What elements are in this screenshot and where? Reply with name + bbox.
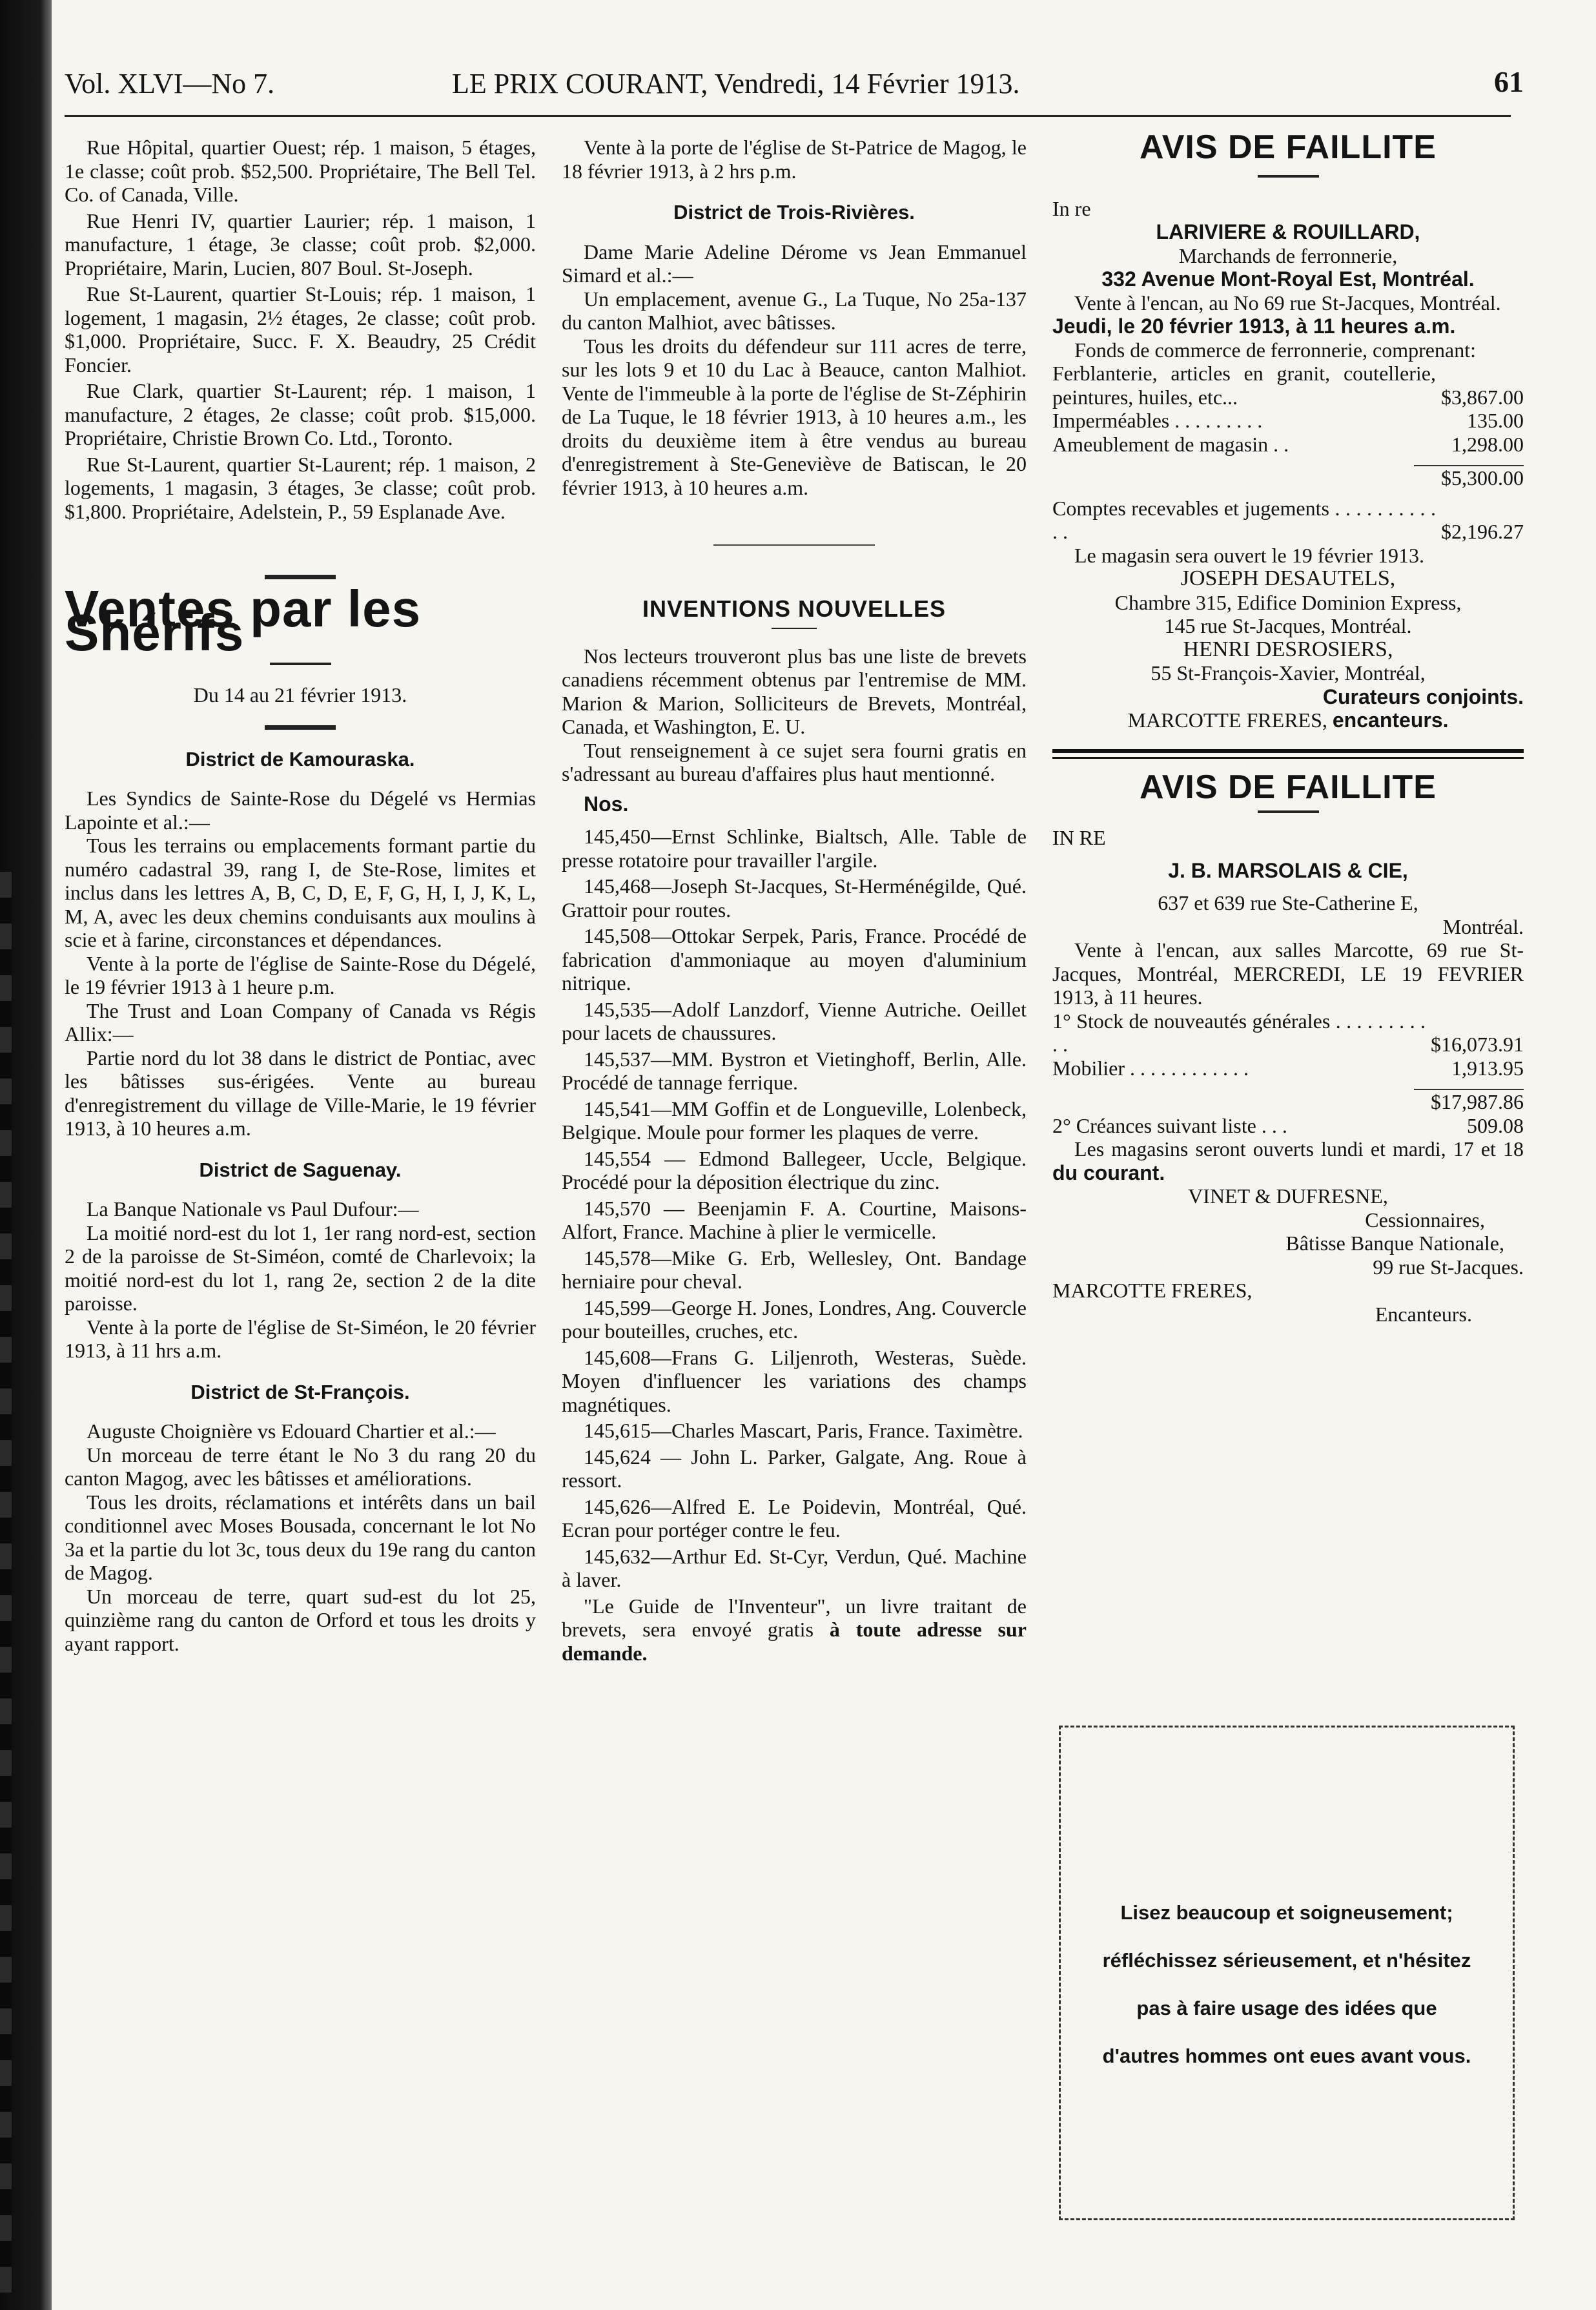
st-francois-paragraph: Tous les droits, réclamations et intérêts dans un bail conditionnel avec Moses Bousada, concernant le lot No 3a et la partie du lot 3c, tous deux du 19e rang du canton de Magog. — [65, 1490, 536, 1584]
advice-text — [1093, 1889, 1480, 2080]
invention-item: 145,554 — Edmond Ballegeer, Uccle, Belgique. Procédé pour la déposition électrique du zinc. — [562, 1146, 1027, 1193]
advice-line: Lisez beaucoup et soigneusement; — [1120, 1901, 1453, 1924]
inventions-closing — [562, 1594, 1027, 1665]
publication-title-date: LE PRIX COURANT, Vendredi, 14 Février 1913. — [452, 68, 1020, 99]
column-right — [1052, 129, 1524, 1326]
inventory-value: $3,867.00 — [1441, 385, 1524, 409]
invention-item: 145,537—MM. Bystron et Vietinghoff, Berlin, Alle. Procédé de tannage ferrique. — [562, 1047, 1027, 1094]
in-re-label: IN RE — [1052, 826, 1106, 849]
store-open-note: Le magasin sera ouvert le 19 février 1913. — [1074, 543, 1425, 567]
assignee-address: Bâtisse Banque Nationale, — [1285, 1232, 1504, 1255]
trois-rivieres-paragraph: Tous les droits du défendeur sur 111 acres de terre, sur les lots 9 et 10 du Lac à Beauce, canton Malhiot. Vente de l'immeuble à la porte de l'église de St-Zéphirin de La Tuque, le 18 février 1913, à 10 heures a.m., les droits du deuxième item à être vendus au bureau d'enregistrement à Ste-Geneviève de Batiscan, le 20 février 1913, à 10 heures a.m. — [562, 334, 1027, 499]
title-rule — [1258, 175, 1319, 178]
firm-name: J. B. MARSOLAIS & CIE, — [1168, 858, 1408, 882]
trois-rivieres-paragraph: Un emplacement, avenue G., La Tuque, No 25a-137 du canton Malhiot, avec bâtisses. — [562, 287, 1027, 334]
district-saguenay-heading: District de Saguenay. — [199, 1158, 402, 1181]
firm-address: 637 et 639 rue Ste-Catherine E, — [1158, 891, 1418, 914]
saguenay-paragraph: La moitié nord-est du lot 1, 1er rang nord-est, section 2 de la paroisse de St-Siméon, comté de Charlevoix; la moitié nord-est du lot 1, rang 2e, section 2 de la dite paroisse. — [65, 1221, 536, 1315]
inventory-subtotal: $17,987.86 — [1414, 1089, 1524, 1114]
permit-entry: Rue Henri IV, quartier Laurier; rép. 1 maison, 1 manufacture, 1 étage, 3e classe; coût prob. $2,000. Propriétaire, Marin, Lucien, 807 Boul. St-Joseph. — [65, 209, 536, 280]
volume-number: Vol. XLVI—No 7. — [65, 68, 275, 99]
notice-separator — [1052, 749, 1524, 759]
advice-line: d'autres hommes ont eues avant vous. — [1102, 2045, 1471, 2067]
firm-city: Montréal. — [1442, 914, 1524, 938]
inventory-line — [1052, 362, 1524, 409]
permit-entry: Rue Clark, quartier St-Laurent; rép. 1 maison, 1 manufacture, 2 étages, 2e classe; coût prob. $15,000. Propriétaire, Christie Brown Co. Ltd., Toronto. — [65, 379, 536, 449]
invention-item: 145,578—Mike G. Erb, Wellesley, Ont. Bandage herniaire pour cheval. — [562, 1246, 1027, 1293]
store-open-bold: du courant. — [1052, 1160, 1165, 1184]
invention-item: 145,615—Charles Mascart, Paris, France. Taximètre. — [584, 1419, 1023, 1442]
in-re-label: In re — [1052, 196, 1091, 220]
firm-trade: Marchands de ferronnerie, — [1178, 243, 1398, 267]
page-number: 61 — [1494, 65, 1524, 98]
column-left — [65, 136, 536, 1655]
invention-item: 145,632—Arthur Ed. St-Cyr, Verdun, Qué. Machine à laver. — [562, 1544, 1027, 1591]
fonds-description: Fonds de commerce de ferronnerie, comprenant: — [1074, 338, 1476, 362]
notice-title: AVIS DE FAILLITE — [1140, 768, 1437, 806]
kamouraska-paragraph: Les Syndics de Sainte-Rose du Dégelé vs Hermias Lapointe et al.:— — [65, 787, 536, 834]
advice-line: réfléchissez sérieusement, et n'hésitez pas à faire usage des idées que — [1102, 1949, 1471, 2019]
invention-item: 145,608—Frans G. Liljenroth, Westeras, Suède. Moyen d'influencer les variations des champs magnétiques. — [562, 1345, 1027, 1416]
sale-location: Vente à l'encan, aux salles Marcotte, 69 rue St-Jacques, Montréal, MERCREDI, LE 19 FEVRIER 1913, à 11 heures. — [1052, 938, 1524, 1009]
permit-entry: Rue St-Laurent, quartier St-Laurent; rép. 1 maison, 2 logements, 1 magasin, 3 étages, 3e classe; coût prob. $1,800. Propriétaire, Adelstein, P., 59 Esplanade Ave. — [65, 452, 536, 523]
sheriff-sales-title: Ventes par les Shérifs — [65, 580, 422, 661]
binding-marks — [0, 872, 12, 2293]
inventory-value: $16,073.91 — [1431, 1033, 1524, 1056]
trustee-address: 145 rue St-Jacques, Montréal. — [1164, 614, 1412, 637]
sheriff-sales-dates: Du 14 au 21 février 1913. — [193, 683, 407, 706]
district-st-francois-heading: District de St-François. — [190, 1380, 410, 1403]
inventions-closing-text: "Le Guide de l'Inventeur", un livre traitant de brevets, sera envoyé gratis — [562, 1594, 1027, 1641]
trustee-address: Chambre 315, Edifice Dominion Express, — [1114, 590, 1462, 614]
bankruptcy-notice-2 — [1052, 768, 1524, 1326]
invention-item: 145,508—Ottokar Serpek, Paris, France. Procédé de fabrication d'ammoniaque au moyen d'aluminium nitrique. — [562, 924, 1027, 995]
section-divider — [713, 544, 875, 546]
invention-item: 145,541—MM Goffin et de Longueville, Lolenbeck, Belgique. Moule pour former les plaques de verre. — [562, 1097, 1027, 1144]
inventory-subtotal: $5,300.00 — [1414, 465, 1524, 490]
page-header — [65, 59, 1524, 118]
dates-rule — [265, 725, 336, 730]
inventions-intro: Nos lecteurs trouveront plus bas une liste de brevets canadiens récemment obtenus par l'entremise de MM. Marion & Marion, Solliciteurs de Brevets, Montréal, Canada, et Washington, E. U. — [562, 644, 1027, 738]
receivables-line — [1052, 1114, 1524, 1138]
assignee-address: 99 rue St-Jacques. — [1373, 1255, 1524, 1279]
invention-item: 145,468—Joseph St-Jacques, St-Herménégilde, Qué. Grattoir pour routes. — [562, 874, 1027, 922]
invention-item: 145,599—George H. Jones, Londres, Ang. Couvercle pour bouteilles, cruches, etc. — [562, 1295, 1027, 1343]
permit-entry: Rue Hôpital, quartier Ouest; rép. 1 maison, 5 étages, 1e classe; coût prob. $52,500. Propriétaire, The Bell Tel. Co. of Canada, Ville. — [65, 136, 536, 206]
section-divider — [265, 575, 336, 579]
inventions-closing-bold: à toute adresse sur demande. — [562, 1618, 1027, 1665]
firm-name: LARIVIERE & ROUILLARD, — [1156, 220, 1420, 243]
trois-rivieres-paragraph: Dame Marie Adeline Dérome vs Jean Emmanuel Simard et al.:— — [562, 240, 1027, 287]
inventions-nos-label: Nos. — [584, 792, 629, 816]
permit-entry: Rue St-Laurent, quartier St-Louis; rép. 1 maison, 1 logement, 1 magasin, 2½ étages, 2e classe; coût prob. $1,000. Propriétaire, Succ. F. X. Beaudry, 25 Crédit Foncier. — [65, 282, 536, 376]
sale-location: Vente à l'encan, au No 69 rue St-Jacques, Montréal. — [1074, 291, 1501, 315]
bankruptcy-notice-1 — [1052, 129, 1524, 732]
st-francois-paragraph: Auguste Choignière vs Edouard Chartier et al.:— — [87, 1419, 496, 1443]
inventory-label: Imperméables . . . . . . . . . — [1052, 409, 1263, 432]
auctioneers-label: Encanteurs. — [1375, 1302, 1472, 1326]
kamouraska-paragraph: Partie nord du lot 38 dans le district de Pontiac, avec les bâtisses sus-érigées. Vente au bureau d'enregistrement du village de Ville-Marie, le 19 février 1913, à 10 heures a.m. — [65, 1046, 536, 1140]
inventions-title: INVENTIONS NOUVELLES — [642, 595, 946, 622]
assignee-role: Cessionnaires, — [1365, 1208, 1485, 1232]
district-kamouraska-heading: District de Kamouraska. — [185, 747, 415, 770]
invention-item: 145,535—Adolf Lanzdorf, Vienne Autriche. Oeillet pour lacets de chaussures. — [562, 997, 1027, 1044]
auctioneers-name: MARCOTTE FRERES, — [1052, 1279, 1253, 1302]
column-middle — [562, 136, 1027, 1665]
notice-title: AVIS DE FAILLITE — [1140, 129, 1437, 166]
inventory-line — [1052, 1057, 1524, 1080]
title-rule — [1258, 810, 1319, 813]
inventory-label: 1° Stock de nouveautés générales . . . . . . . . . . . — [1052, 1009, 1426, 1056]
inventory-label: Ameublement de magasin . . — [1052, 432, 1289, 456]
inventory-line — [1052, 409, 1524, 433]
kamouraska-paragraph: The Trust and Loan Company of Canada vs Régis Allix:— — [65, 998, 536, 1046]
auctioneers — [1052, 708, 1524, 732]
saguenay-paragraph: La Banque Nationale vs Paul Dufour:— — [87, 1197, 419, 1221]
firm-address: 332 Avenue Mont-Royal Est, Montréal. — [1101, 267, 1475, 291]
invention-item: 145,450—Ernst Schlinke, Bialtsch, Alle. Table de presse rotatoire pour travailler l'argile. — [562, 825, 1027, 872]
store-open-note — [1052, 1137, 1524, 1184]
receivables-value: 509.08 — [1467, 1113, 1524, 1137]
trustee-address: 55 St-François-Xavier, Montréal, — [1151, 661, 1426, 685]
sale-notice: Vente à la porte de l'église de St-Patrice de Magog, le 18 février 1913, à 2 hrs p.m. — [562, 136, 1027, 183]
trustees-role: Curateurs conjoints. — [1322, 685, 1524, 708]
invention-item: 145,570 — Beenjamin F. A. Courtine, Maisons-Alfort, France. Machine à plier le vermicelle. — [562, 1196, 1027, 1243]
invention-item: 145,626—Alfred E. Le Poidevin, Montréal, Qué. Ecran pour portéger contre le feu. — [562, 1494, 1027, 1542]
inventory-line — [1052, 1009, 1524, 1057]
inventory-line — [1052, 433, 1524, 457]
saguenay-paragraph: Vente à la porte de l'église de St-Siméon, le 20 février 1913, à 11 hrs a.m. — [65, 1315, 536, 1362]
receivables-label: 2° Créances suivant liste . . . — [1052, 1113, 1287, 1137]
st-francois-paragraph: Un morceau de terre étant le No 3 du rang 20 du canton Magog, avec les bâtisses et améliorations. — [65, 1443, 536, 1490]
invention-item: 145,624 — John L. Parker, Galgate, Ang. Roue à ressort. — [562, 1445, 1027, 1492]
advice-box — [1059, 1726, 1515, 2220]
kamouraska-paragraph: Tous les terrains ou emplacements formant partie du numéro cadastral 39, rang I, de Ste-Rose, limites et inclus dans les lettres A, B, C, D, E, F, G, H, I, J, K, L, M, A, avec les deux chemins conduisants aux moulins à scie et à farine, circonstances et dépendances. — [65, 834, 536, 951]
receivables-value: $2,196.27 — [1441, 520, 1524, 543]
st-francois-paragraph: Un morceau de terre, quart sud-est du lot 25, quinzième rang du canton de Orford et tous les droits y ayant rapport. — [65, 1584, 536, 1655]
inventory-label: Mobilier . . . . . . . . . . . . — [1052, 1056, 1249, 1080]
store-open-text: Les magasins seront ouverts lundi et mardi, 17 et 18 — [1074, 1137, 1524, 1160]
inventory-value: 135.00 — [1467, 409, 1524, 432]
trustee-name: HENRI DESROSIERS, — [1183, 637, 1393, 661]
sale-date: Jeudi, le 20 février 1913, à 11 heures a.m. — [1052, 315, 1456, 338]
district-trois-rivieres-heading: District de Trois-Rivières. — [673, 201, 915, 223]
inventions-intro-2: Tout renseignement à ce sujet sera fourni gratis en s'adressant au bureau d'affaires plus haut mentionné. — [562, 738, 1027, 785]
kamouraska-paragraph: Vente à la porte de l'église de Sainte-Rose du Dégelé, le 19 février 1913 à 1 heure p.m. — [65, 951, 536, 998]
title-rule — [270, 663, 331, 665]
trustee-name: JOSEPH DESAUTELS, — [1180, 566, 1396, 590]
assignee-name: VINET & DUFRESNE, — [1188, 1184, 1388, 1208]
inventory-label: Ferblanterie, articles en granit, coutellerie, peintures, huiles, etc... — [1052, 362, 1436, 409]
receivables-line — [1052, 497, 1524, 544]
auctioneers-label: encanteurs. — [1332, 708, 1449, 732]
header-rule — [65, 115, 1511, 117]
receivables-label: Comptes recevables et jugements . . . . . . . . . . . . — [1052, 496, 1436, 543]
title-rule — [772, 628, 817, 629]
building-permits — [65, 136, 536, 523]
auctioneers-name: MARCOTTE FRERES, — [1127, 708, 1327, 732]
inventory-value: 1,913.95 — [1451, 1056, 1524, 1080]
inventory-value: 1,298.00 — [1451, 432, 1524, 456]
